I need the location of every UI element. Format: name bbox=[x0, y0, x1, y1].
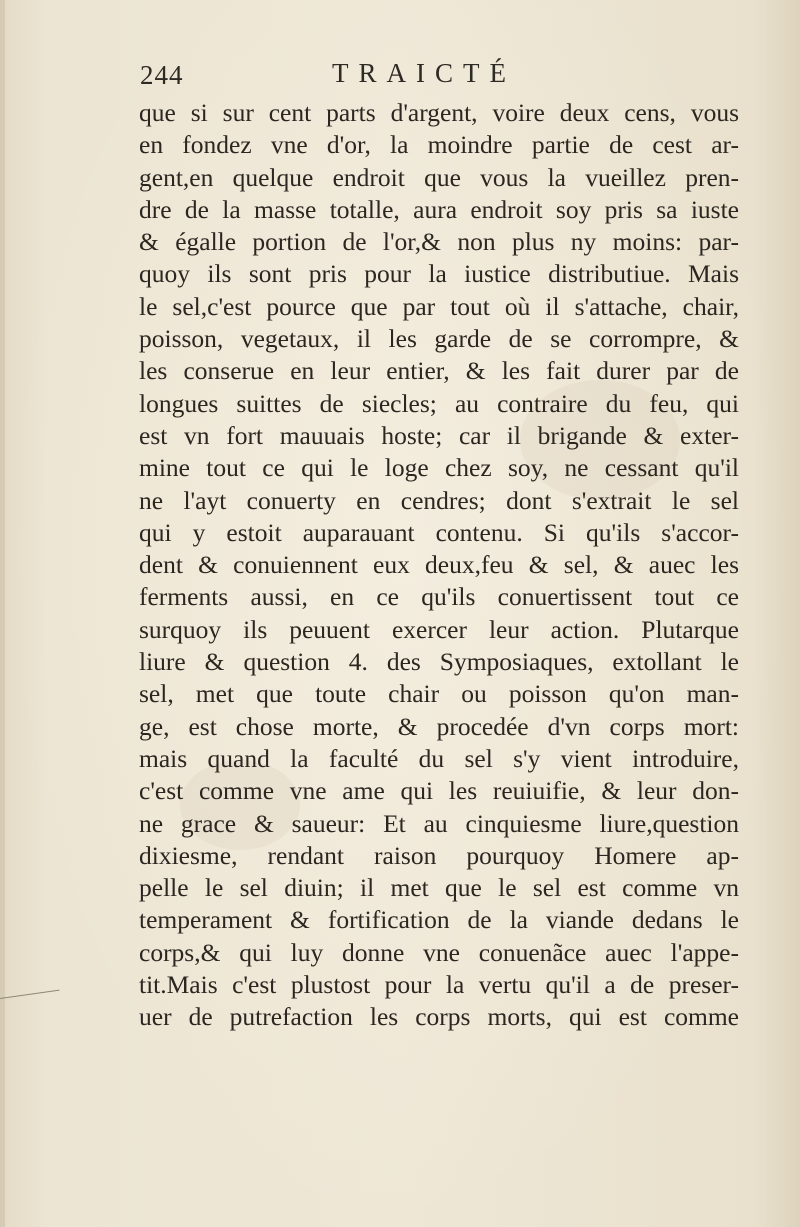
page-number: 244 bbox=[140, 60, 184, 90]
running-title: TRAICTÉ bbox=[332, 58, 516, 88]
text-line: sel, met que toute chair ou poisson qu'on man- bbox=[139, 679, 739, 709]
text-line: c'est comme vne ame qui les reuiuifie, & leur don- bbox=[139, 776, 739, 806]
body-text bbox=[139, 97, 739, 1034]
text-line: dre de la masse totalle, aura endroit soy pris sa iuste bbox=[139, 194, 739, 224]
text-line: dent & conuiennent eux deux,feu & sel, & auec les bbox=[139, 550, 739, 580]
text-line: ne grace & saueur: Et au cinquiesme liure,question bbox=[139, 808, 739, 838]
text-line: que si sur cent parts d'argent, voire deux cens, vous bbox=[139, 98, 739, 127]
text-line: mine tout ce qui le loge chez soy, ne cessant qu'il bbox=[139, 453, 739, 483]
text-line: ferments aussi, en ce qu'ils conuertissent tout ce bbox=[139, 582, 739, 612]
text-line: uer de putrefaction les corps morts, qui est comme bbox=[139, 1002, 739, 1032]
text-line: dixiesme, rendant raison pourquoy Homere ap- bbox=[139, 840, 739, 870]
text-line: tit.Mais c'est plustost pour la vertu qu'il a de preser- bbox=[139, 970, 739, 1000]
text-line: est vn fort mauuais hoste; car il brigande & exter- bbox=[139, 420, 739, 450]
text-line: poisson, vegetaux, il les garde de se corrompre, & bbox=[139, 324, 739, 354]
text-line: gent,en quelque endroit que vous la vueillez pren- bbox=[139, 162, 739, 192]
margin-mark bbox=[0, 990, 59, 999]
text-line: liure & question 4. des Symposiaques, extollant le bbox=[139, 647, 739, 677]
text-line: surquoy ils peuuent exercer leur action. Plutarque bbox=[139, 614, 739, 644]
text-line: quoy ils sont pris pour la iustice distributiue. Mais bbox=[139, 259, 739, 289]
text-line: ge, est chose morte, & procedée d'vn corps mort: bbox=[139, 711, 739, 741]
text-line: qui y estoit auparauant contenu. Si qu'ils s'accor- bbox=[139, 517, 739, 547]
text-line: longues suittes de siecles; au contraire du feu, qui bbox=[139, 388, 739, 418]
text-line: corps,& qui luy donne vne conuenãce auec l'appe- bbox=[139, 937, 739, 967]
text-line: le sel,c'est pource que par tout où il s'attache, chair, bbox=[139, 291, 739, 321]
text-line: pelle le sel diuin; il met que le sel est comme vn bbox=[139, 873, 739, 903]
text-line: en fondez vne d'or, la moindre partie de cest ar- bbox=[139, 130, 739, 160]
page-edge-shadow bbox=[0, 0, 5, 1227]
running-head bbox=[140, 60, 740, 100]
text-line: les conserue en leur entier, & les fait durer par de bbox=[139, 356, 739, 386]
text-line: temperament & fortification de la viande dedans le bbox=[139, 905, 739, 935]
text-line: & égalle portion de l'or,& non plus ny moins: par- bbox=[139, 227, 739, 257]
text-line: ne l'ayt conuerty en cendres; dont s'extrait le sel bbox=[139, 485, 739, 515]
text-line: mais quand la faculté du sel s'y vient introduire, bbox=[139, 743, 739, 773]
